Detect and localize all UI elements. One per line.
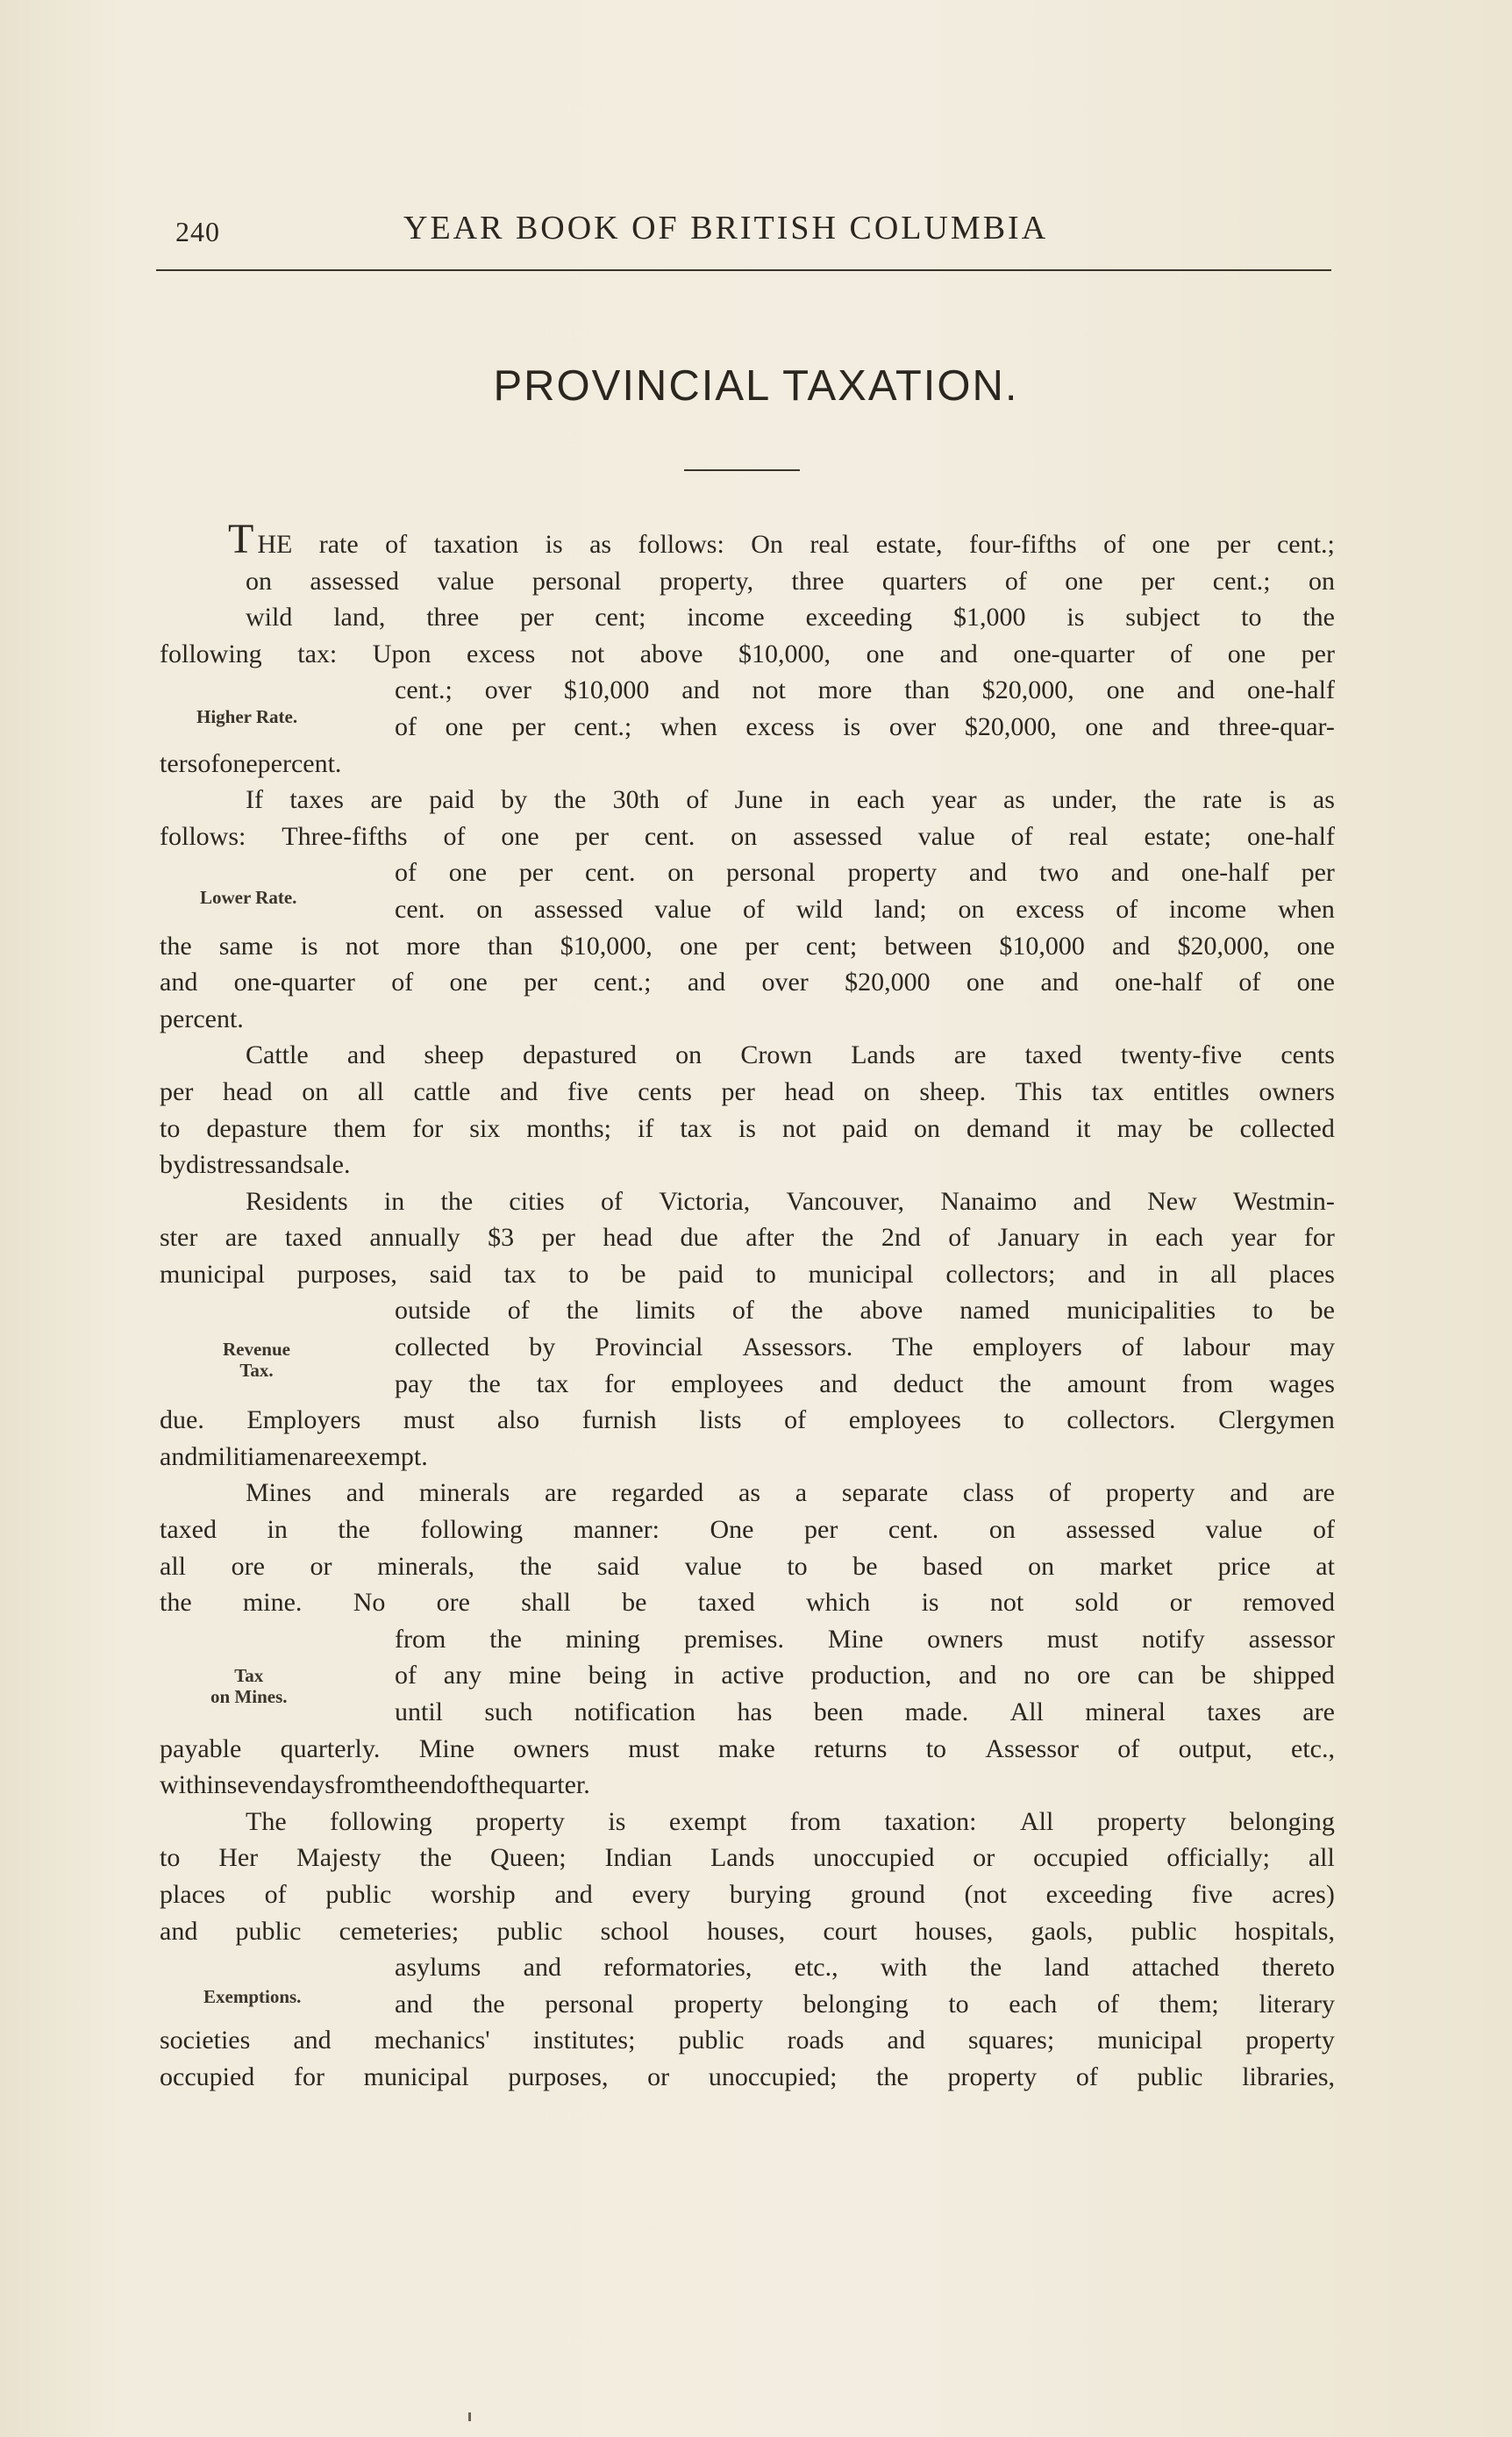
text-line: the same is not more than $10,000, one per cent; between $10,000 and $20,000, one	[160, 931, 1335, 961]
text-line: due. Employers must also furnish lists of employees to collectors. Clergymen	[160, 1405, 1335, 1435]
text-line: of one per cent. on personal property and two and one-half per	[395, 858, 1335, 888]
text-line: to depasture them for six months; if tax is not paid on demand it may be collected	[160, 1113, 1335, 1143]
margin-note-tax-on-mines	[210, 1665, 288, 1707]
text-line: and one-quarter of one per cent.; and over $20,000 one and one-half of one	[160, 968, 1335, 997]
header-rule	[156, 269, 1331, 271]
text-line: the mine. No ore shall be taxed which is not sold or removed	[160, 1588, 1335, 1618]
text-line: asylums and reformatories, etc., with the land attached thereto	[395, 1953, 1335, 1983]
running-head-title: YEAR BOOK OF BRITISH COLUMBIA	[403, 210, 1049, 247]
text-line: until such notification has been made. All mineral taxes are	[395, 1697, 1335, 1726]
text-line: per cent.	[160, 1004, 244, 1033]
margin-note-line: Tax	[234, 1665, 264, 1686]
text-line: of any mine being in active production, and no ore can be shipped	[395, 1661, 1335, 1690]
text-line: occupied for municipal purposes, or unoccupied; the property of public libraries,	[160, 2062, 1335, 2091]
running-head	[0, 209, 1512, 253]
margin-note-line: Tax.	[239, 1360, 274, 1381]
text-line: on assessed value personal property, three quarters of one per cent.; on	[246, 566, 1335, 596]
text-line: to Her Majesty the Queen; Indian Lands unoccupied or occupied officially; all	[160, 1843, 1335, 1873]
text-line: If taxes are paid by the 30th of June in each year as under, the rate is as	[246, 785, 1335, 815]
text-line: following tax: Upon excess not above $10,000, one and one-quarter of one per	[160, 639, 1335, 668]
text-line: THE rate of taxation is as follows: On real estate, four-fifths of one per cent.;	[228, 516, 1335, 562]
text-line: ster are taxed annually $3 per head due after the 2nd of January in each year for	[160, 1223, 1335, 1253]
text-line: by distress and sale.	[160, 1150, 351, 1180]
text-line: societies and mechanics' institutes; public roads and squares; municipal property	[160, 2026, 1335, 2055]
margin-note-higher-rate: Higher Rate.	[196, 706, 298, 727]
title-rule	[684, 469, 800, 471]
text-line: collected by Provincial Assessors. The employers of labour may	[395, 1333, 1335, 1362]
text-line: payable quarterly. Mine owners must make returns to Assessor of output, etc.,	[160, 1733, 1335, 1763]
text-line: and militiamen are exempt.	[160, 1441, 428, 1471]
text-line: ters of one per cent.	[160, 748, 342, 778]
text-line: within seven days from the end of the quarter.	[160, 1770, 590, 1800]
text-line: all ore or minerals, the said value to be based on market price at	[160, 1551, 1335, 1581]
text-line: and the personal property belonging to each of them; literary	[395, 1989, 1335, 2019]
chapter-title: PROVINCIAL TAXATION.	[493, 362, 1019, 410]
text-line: Residents in the cities of Victoria, Vancouver, Nanaimo and New Westmin-	[246, 1186, 1335, 1216]
text-line: municipal purposes, said tax to be paid to municipal collectors; and in all places	[160, 1259, 1335, 1289]
text-line: and public cemeteries; public school houses, court houses, gaols, public hospitals,	[160, 1916, 1335, 1946]
text-line: from the mining premises. Mine owners must notify assessor	[395, 1624, 1335, 1654]
text-line: The following property is exempt from taxation: All property belonging	[246, 1806, 1335, 1836]
body-text	[160, 516, 1335, 2096]
page-number: 240	[175, 216, 220, 247]
text-line: places of public worship and every burying ground (not exceeding five acres)	[160, 1879, 1335, 1909]
text-line: wild land, three per cent; income exceeding $1,000 is subject to the	[246, 603, 1335, 632]
text-line: pay the tax for employees and deduct the amount from wages	[395, 1369, 1335, 1398]
text-line: cent. on assessed value of wild land; on excess of income when	[395, 894, 1335, 924]
text-line: taxed in the following manner: One per cent. on assessed value of	[160, 1515, 1335, 1545]
margin-note-line: Revenue	[223, 1339, 290, 1360]
text-line: cent.; over $10,000 and not more than $20,000, one and one-half	[395, 675, 1335, 705]
text-line: per head on all cattle and five cents per head on sheep. This tax entitles owners	[160, 1076, 1335, 1106]
margin-note-line: on Mines.	[210, 1686, 288, 1707]
text-line: Mines and minerals are regarded as a separate class of property and are	[246, 1478, 1335, 1508]
margin-note-revenue-tax	[223, 1339, 290, 1381]
text-line: of one per cent.; when excess is over $20,000, one and three-quar-	[395, 711, 1335, 741]
text-line: outside of the limits of the above named municipalities to be	[395, 1296, 1335, 1326]
text-line: Cattle and sheep depastured on Crown Lands are taxed twenty-five cents	[246, 1040, 1335, 1070]
text-line: follows: Three-fifths of one per cent. on assessed value of real estate; one-half	[160, 821, 1335, 851]
margin-note-exemptions: Exemptions.	[203, 1986, 302, 2007]
margin-note-lower-rate: Lower Rate.	[200, 887, 297, 908]
page-mark	[468, 2412, 471, 2421]
